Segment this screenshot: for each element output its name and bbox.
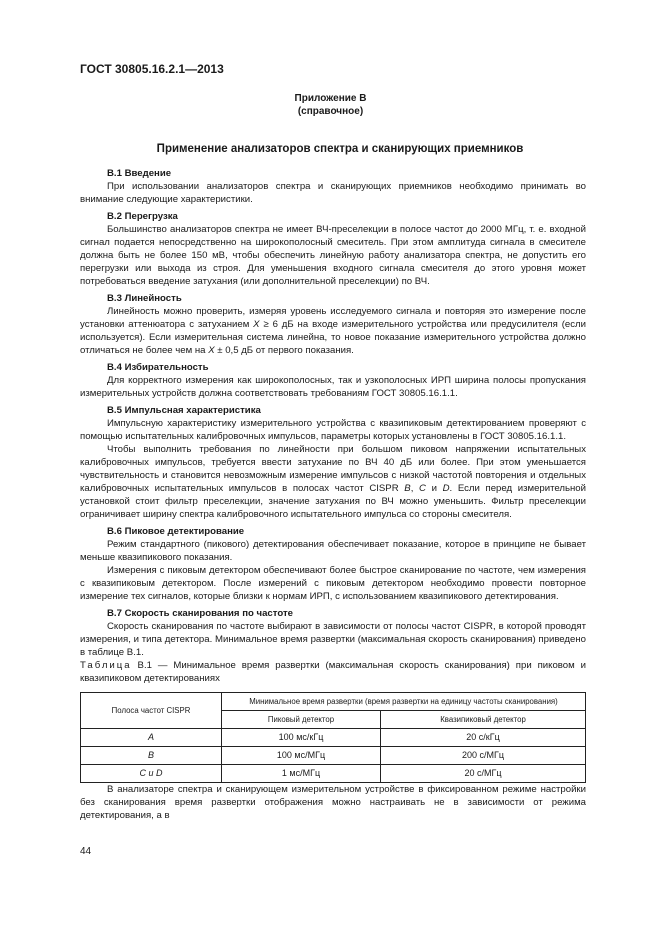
- main-title: Применение анализаторов спектра и сканирующих приемников: [156, 143, 524, 155]
- text-run: ≥ 6 дБ на входе измерительного устройства или предусилителя (если используется). Если измерительная система линейна, то новое показание измерительного устройства должно отличаться не более чем на: [80, 319, 586, 356]
- cell-qp: 20 с/МГц: [381, 765, 586, 783]
- variable-x: X: [208, 345, 215, 356]
- column-header-group: Минимальное время развертки (время развертки на единицу частоты сканирования): [222, 693, 586, 711]
- cell-peak: 1 мс/МГц: [222, 765, 381, 783]
- band-label: B: [147, 750, 154, 760]
- column-header-peak: Пиковый детектор: [222, 711, 381, 729]
- table-caption: [80, 659, 586, 685]
- section-heading: В.3 Линейность: [107, 293, 182, 304]
- paragraph: Для корректного измерения как широкополосных, так и узкополосных ИРП ширина полосы пропускания измерительных устройств должна соответствовать требованиям ГОСТ 30805.16.1.1.: [80, 375, 586, 399]
- cell-band: [81, 729, 222, 747]
- cell-band: [81, 765, 222, 783]
- paragraph: Импульсную характеристику измерительного устройства с квазипиковым детектированием проверяют с помощью испытательных калибровочных импульсов, параметры которых установлены в ГОСТ 30805.16.1.1.: [80, 418, 586, 442]
- column-header-qp: Квазипиковый детектор: [381, 711, 586, 729]
- text-run: ± 0,5 дБ от первого показания.: [214, 345, 354, 356]
- cell-peak: 100 мс/кГц: [222, 729, 381, 747]
- paragraph: [80, 305, 586, 357]
- table-row: [81, 765, 586, 783]
- page-number: 44: [80, 846, 92, 857]
- cell-band: [81, 747, 222, 765]
- appendix-title: Приложение В: [294, 93, 367, 104]
- variable-x: X: [253, 319, 260, 330]
- paragraph: Измерения с пиковым детектором обеспечивают более быстрое сканирование по частоте, чем измерения с квазипиковым детектором. После измерений с пиковым детектором необходимо провести повторное измерение тех сигналов, которые близки к нормам ИРП, с использованием квазипикового детектирования.: [80, 565, 586, 602]
- text-run: ,: [410, 483, 419, 494]
- band-label: A: [147, 732, 154, 742]
- section-heading: В.7 Скорость сканирования по частоте: [107, 608, 293, 619]
- document-body: [80, 167, 586, 822]
- table-row: [81, 747, 586, 765]
- paragraph: Большинство анализаторов спектра не имеет ВЧ-преселекции в полосе частот до 2000 МГц, т. е. входной сигнал подается непосредственно на широкополосный смеситель. При этом амплитуда сигнала в смесителе должна быть не более 150 мВ, чтобы обеспечить линейную работу анализатора спектра, не допустить его перегрузки или выхода из строя. Для уменьшения входного сигнала смесителя до этого уровня может потребоваться введение затухания (или дополнительной преселекции) по ВЧ.: [80, 224, 586, 287]
- section-heading: В.6 Пиковое детектирование: [107, 526, 245, 537]
- text-run: Линейность можно проверить, измеряя уровень исследуемого сигнала и повторяя это измерение после установки аттенюатора с затуханием: [80, 306, 586, 330]
- cell-peak: 100 мс/МГц: [222, 747, 381, 765]
- section-b3: [80, 292, 586, 357]
- section-b5: [80, 404, 586, 521]
- cell-qp: 20 с/кГц: [381, 729, 586, 747]
- section-b6: [80, 525, 586, 603]
- band-b: B: [404, 483, 411, 494]
- table-header-row: [81, 693, 586, 711]
- band-c: C: [419, 483, 426, 494]
- text-run: Чтобы выполнить требования по линейности при большом пиковом напряжении испытательных калибровочных импульсов, требуется ввести затухание по ВЧ 40 дБ или более. При этом уменьшается чувствительность и становится невозможным измерение импульсов с низкой частотой повторения и отдельных калибровочных испытательных импульсов в полосах частот CISPR: [80, 444, 586, 494]
- table-row: [81, 729, 586, 747]
- table-caption-text: В.1 — Минимальное время развертки (максимальная скорость сканирования) при пиковом и квазипиковом детектированиях: [80, 660, 586, 684]
- paragraph: [80, 443, 586, 521]
- section-heading: В.1 Введение: [107, 168, 172, 179]
- section-b7: [80, 607, 586, 659]
- section-b4: [80, 361, 586, 400]
- paragraph: Режим стандартного (пикового) детектирования обеспечивает показание, которое в принципе не бывает меньше квазипикового показания.: [80, 539, 586, 563]
- section-b1: [80, 167, 586, 206]
- appendix-heading: [0, 92, 661, 118]
- table-caption-label: Таблица: [80, 660, 132, 671]
- paragraph: Скорость сканирования по частоте выбирают в зависимости от полосы частот CISPR, в которой проводят измерения, и типа детектора. Минимальное время развертки (максимальная скорость сканирования) приведено в таблице В.1.: [80, 621, 586, 658]
- standard-header: ГОСТ 30805.16.2.1—2013: [80, 62, 224, 76]
- section-heading: В.5 Импульсная характеристика: [107, 405, 261, 416]
- appendix-subtitle: (справочное): [297, 106, 364, 117]
- band-d: D: [442, 483, 450, 494]
- paragraph-after-table: В анализаторе спектра и сканирующем измерительном устройстве в фиксированном режиме настройки без сканирования время развертки отображения можно настраивать не в зависимости от режима детектирования, а в: [80, 784, 586, 821]
- text-run: и: [425, 483, 443, 494]
- sweep-time-table: [80, 692, 586, 783]
- section-heading: В.4 Избирательность: [107, 362, 209, 373]
- paragraph: При использовании анализаторов спектра и сканирующих приемников необходимо принимать во внимание следующие характеристики.: [80, 181, 586, 205]
- section-heading: В.2 Перегрузка: [107, 211, 178, 222]
- band-label: C и D: [139, 768, 163, 778]
- section-b2: [80, 210, 586, 288]
- cell-qp: 200 с/МГц: [381, 747, 586, 765]
- text-run: . Если перед измерительной установкой стоит фильтр преселекции, значение затухания по ВЧ можно уменьшить. Фильтр преселекции ограничивает ширину спектра калибровочного испытательного импульса со стороны смесителя.: [80, 483, 586, 520]
- column-header-band: Полоса частот CISPR: [81, 693, 222, 729]
